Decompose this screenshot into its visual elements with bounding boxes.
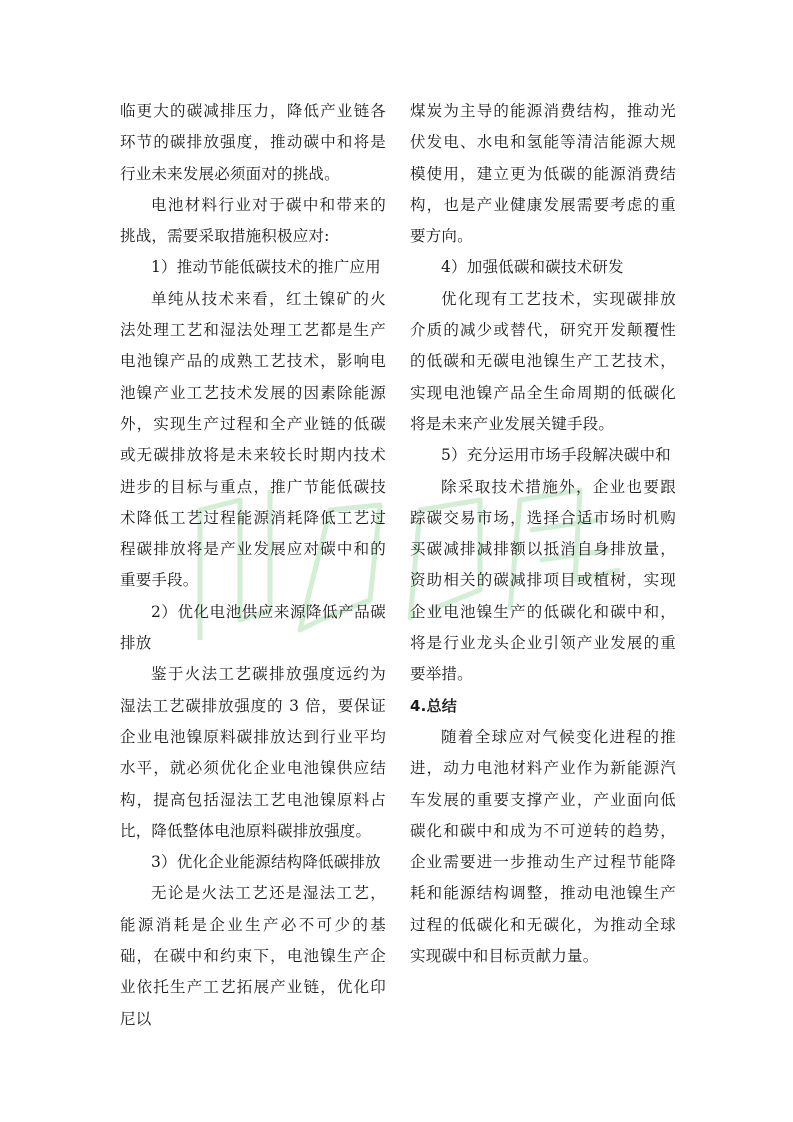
conclusion-paragraph: 随着全球应对气候变化进程的推进，动力电池材料产业作为新能源汽车发展的重要支撑产业，产业面向低碳化和碳中和成为不可逆转的趋势，企业需要进一步推动生产过程节能降耗和能源结构调整，推动电池镍生产过程的低碳化和无碳化，为推动全球实现碳中和目标贡献力量。 — [410, 727, 676, 966]
paragraph: 电池材料行业对于碳中和带来的挑战，需要采取措施积极应对: — [120, 195, 386, 246]
paragraph: 单纯从技术来看，红土镍矿的火法处理工艺和湿法处理工艺都是生产电池镍产品的成熟工艺技术，影响电池镍产业工艺技术发展的因素除能源外，实现生产过程和全产业链的低碳或无碳排放将是未来较长时期内技术进步的目标与重点，推广节能低碳技术降低工艺过程能源消耗降低工艺过程碳排放将是产业发展应对碳中和的重要手段。 — [120, 289, 386, 590]
right-column — [410, 96, 676, 972]
subheading: 4）加强低碳和碳技术研发 — [441, 258, 624, 277]
paragraph: 鉴于火法工艺碳排放强度远约为湿法工艺碳排放强度的 3 倍，要保证企业电池镍原料碳排放达到行业平均水平，就必须优化企业电池镍供应结构，提高包括湿法工艺电池镍原料占比，降低整体电池原料碳排放强度。 — [120, 665, 386, 840]
subheading: 1）推动节能低碳技术的推广应用 — [151, 258, 381, 277]
paragraph: 无论是火法工艺还是湿法工艺，能源消耗是企业生产必不可少的基础，在碳中和约束下，电池镍生产企业依托生产工艺拓展产业链，优化印尼以 — [120, 884, 386, 1028]
subheading: 3）优化企业能源结构降低碳排放 — [151, 853, 381, 872]
paragraph: 除采取技术措施外，企业也要跟踪碳交易市场，选择合适市场时机购买碳减排减排额以抵消自身排放量，资助相关的碳减排项目或植树，实现企业电池镍生产的低碳化和碳中和，将是行业龙头企业引领产业发展的重要举措。 — [410, 477, 676, 684]
subheading: 5）充分运用市场手段解决碳中和 — [441, 446, 671, 465]
left-column — [120, 96, 386, 1035]
paragraph: 临更大的碳减排压力，降低产业链各环节的碳排放强度，推动碳中和将是行业未来发展必须面对的挑战。 — [120, 102, 386, 183]
subheading: 2）优化电池供应来源降低产品碳排放 — [120, 602, 386, 653]
section-heading: 4.总结 — [410, 696, 457, 715]
paragraph: 煤炭为主导的能源消费结构，推动光伏发电、水电和氢能等清洁能源大规模使用，建立更为低碳的能源消费结构，也是产业健康发展需要考虑的重要方向。 — [410, 102, 676, 246]
paragraph: 优化现有工艺技术，实现碳排放介质的减少或替代，研究开发颠覆性的低碳和无碳电池镍生产工艺技术，实现电池镍产品全生命周期的低碳化将是未来产业发展关键手段。 — [410, 289, 676, 433]
